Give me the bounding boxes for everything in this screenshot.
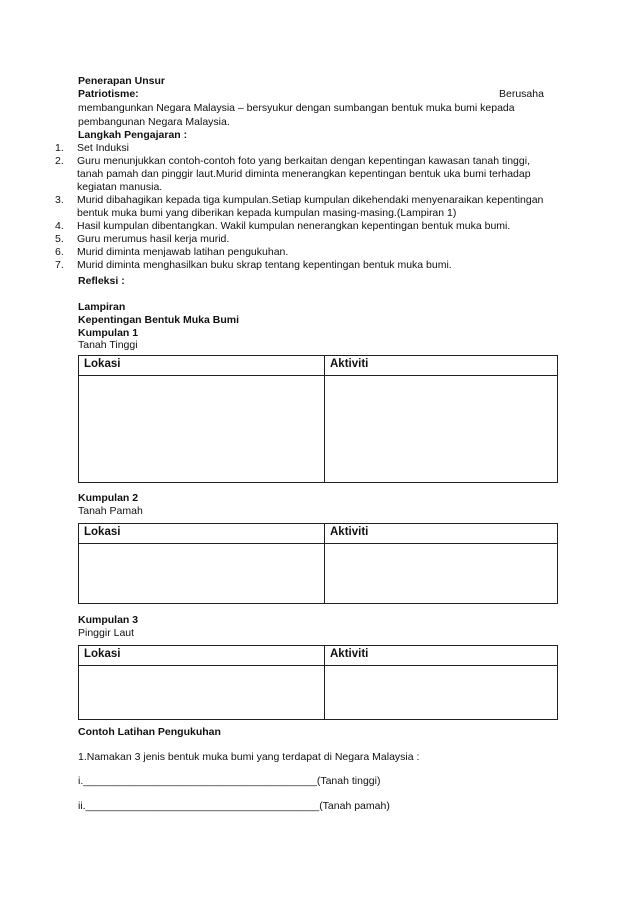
group-2-table bbox=[78, 523, 558, 604]
group-1-table bbox=[78, 355, 558, 483]
step-text: Set Induksi bbox=[77, 142, 129, 154]
step-text: bentuk muka bumi yang diberikan kepada kumpulan masing-masing.(Lampiran 1) bbox=[77, 207, 457, 219]
lokasi-header: Lokasi bbox=[79, 356, 325, 376]
group-1-subtitle: Tanah Tinggi bbox=[78, 339, 138, 351]
group-3-title: Kumpulan 3 bbox=[78, 614, 139, 626]
aktiviti-cell[interactable] bbox=[325, 376, 558, 483]
patriotisme-label: Patriotisme: bbox=[78, 88, 139, 100]
step-number: 1. bbox=[55, 142, 64, 154]
lokasi-cell[interactable] bbox=[79, 666, 325, 720]
group-3-subtitle: Pinggir Laut bbox=[78, 627, 135, 639]
latihan-title: Contoh Latihan Pengukuhan bbox=[78, 726, 221, 738]
answer-blank[interactable]: ________________________________________ bbox=[83, 775, 317, 787]
kepentingan-title: Kepentingan Bentuk Muka Bumi bbox=[78, 314, 240, 326]
question-1: 1.Namakan 3 jenis bentuk muka bumi yang terdapat di Negara Malaysia : bbox=[78, 751, 420, 763]
aktiviti-cell[interactable] bbox=[325, 666, 558, 720]
refleksi-heading: Refleksi : bbox=[78, 275, 125, 287]
step-text: tanah pamah dan pinggir laut.Murid diminta menerangkan kepentingan bentuk uka bumi terhadap bbox=[77, 168, 531, 180]
step-text: Guru menunjukkan contoh-contoh foto yang berkaitan dengan kepentingan kawasan tanah tinggi, bbox=[77, 155, 530, 167]
group-3-table bbox=[78, 645, 558, 720]
answer-line-2 bbox=[78, 800, 390, 812]
step-text: Murid diminta menghasilkan buku skrap tentang kepentingan bentuk muka bumi. bbox=[77, 259, 452, 271]
lokasi-header: Lokasi bbox=[79, 524, 325, 544]
lokasi-header: Lokasi bbox=[79, 646, 325, 666]
aktiviti-cell[interactable] bbox=[325, 544, 558, 604]
group-2-subtitle: Tanah Pamah bbox=[78, 505, 143, 517]
step-number: 2. bbox=[55, 155, 64, 167]
patriotisme-line-2: membangunkan Negara Malaysia – bersyukur dengan sumbangan bentuk muka bumi kepada bbox=[78, 102, 515, 114]
step-text: Hasil kumpulan dibentangkan. Wakil kumpulan nenerangkan kepentingan bentuk muka bumi. bbox=[77, 220, 511, 232]
penerapan-heading: Penerapan Unsur bbox=[78, 75, 165, 87]
answer-hint: (Tanah pamah) bbox=[319, 800, 390, 812]
answer-line-1 bbox=[78, 775, 380, 787]
patriotisme-line-3: pembangunan Negara Malaysia. bbox=[78, 116, 230, 128]
lokasi-cell[interactable] bbox=[79, 544, 325, 604]
aktiviti-header: Aktiviti bbox=[325, 356, 558, 376]
answer-prefix: ii. bbox=[78, 800, 86, 812]
step-number: 4. bbox=[55, 220, 64, 232]
step-number: 5. bbox=[55, 233, 64, 245]
step-text: Guru merumus hasil kerja murid. bbox=[77, 233, 230, 245]
step-text: kegiatan manusia. bbox=[77, 181, 163, 193]
aktiviti-header: Aktiviti bbox=[325, 524, 558, 544]
lampiran-heading: Lampiran bbox=[78, 301, 126, 313]
group-2-title: Kumpulan 2 bbox=[78, 492, 139, 504]
answer-hint: (Tanah tinggi) bbox=[316, 775, 381, 787]
aktiviti-header: Aktiviti bbox=[325, 646, 558, 666]
step-number: 3. bbox=[55, 194, 64, 206]
patriotisme-berusaha: Berusaha bbox=[499, 88, 544, 100]
step-text: Murid dibahagikan kepada tiga kumpulan.Setiap kumpulan dikehendaki menyenaraikan kepentingan bbox=[77, 194, 544, 206]
group-1-title: Kumpulan 1 bbox=[78, 327, 139, 339]
answer-blank[interactable]: ________________________________________ bbox=[85, 800, 320, 812]
langkah-heading: Langkah Pengajaran : bbox=[78, 129, 188, 141]
lokasi-cell[interactable] bbox=[79, 376, 325, 483]
step-number: 6. bbox=[55, 246, 64, 258]
answer-prefix: i. bbox=[78, 775, 84, 787]
step-text: Murid diminta menjawab latihan pengukuhan. bbox=[77, 246, 289, 258]
step-number: 7. bbox=[55, 259, 64, 271]
